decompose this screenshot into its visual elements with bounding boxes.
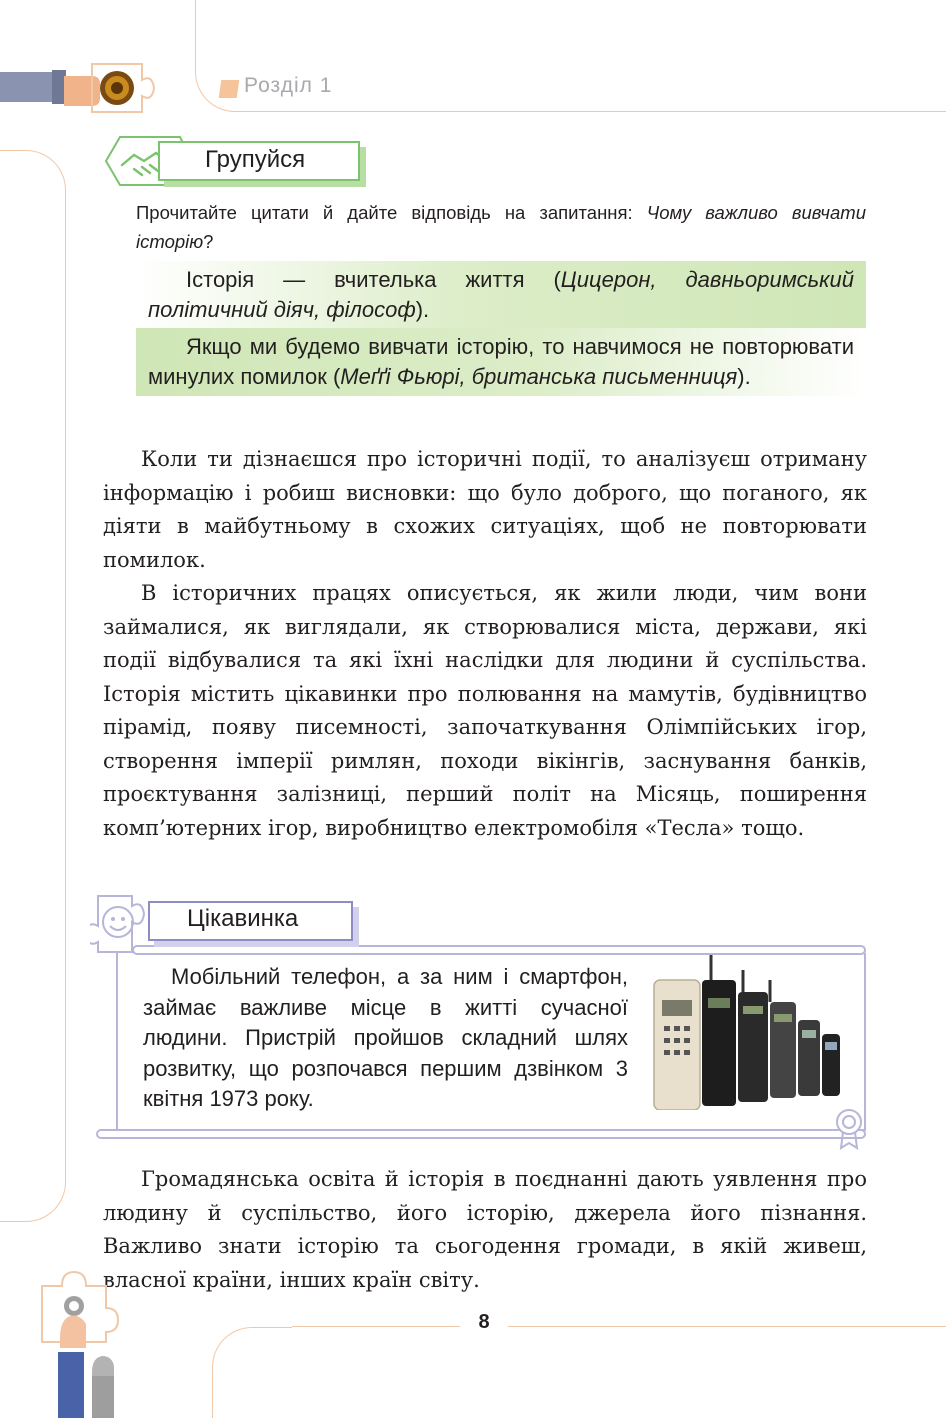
quote-cicero (136, 261, 866, 329)
frame-bottom-line (212, 1327, 292, 1418)
intro-question: Чому важливо вивчати історію (136, 202, 866, 252)
quote2-end: ). (737, 364, 751, 389)
section-marker-icon (219, 80, 240, 98)
hands-puzzle-icon (36, 1268, 136, 1418)
fact-text-content: Мобільний телефон, а за ним і смартфон, займає важливе місце в житті сучасної людини. Пристрій пройшов складний шлях розвитку, що розпочався першим дзвінком 3 квітня 1973 року. (143, 964, 628, 1111)
group-intro (136, 198, 866, 256)
body-paragraph-3-text: Громадянська освіта й історія в поєднанні дають уявлення про людину й суспільство, його історію, джерела його пізнання. Важливо знати історію та сьогодення громади, в якій живеш, власної країни, інших країн світу. (103, 1167, 867, 1292)
quote2-text: Якщо ми будемо вивчати історію, то навчимося не повторювати минулих помилок ( (148, 334, 854, 389)
smiley-icon (90, 892, 154, 956)
group-section-title: Групуйся (205, 146, 306, 173)
body-paragraph-1 (103, 443, 867, 577)
footer-line-right (508, 1326, 946, 1327)
footer-line-left (292, 1326, 460, 1327)
quote1-end: ). (415, 297, 430, 322)
hand-puzzle-icon (0, 58, 160, 120)
body-paragraph-1-text: Коли ти дізнаєшся про історичні події, то аналізуєш отриману інформацію і робиш висновки: що було доброго, що поганого, як діяти в майбутньому в схожих ситуаціях, щоб не повторювати помилок. (103, 447, 867, 572)
quote-fury (136, 328, 866, 396)
quote2-author: Меґґі Фьюрі, британська письменниця (340, 364, 738, 389)
intro-end: ? (203, 231, 214, 252)
quote1-author: Цицерон, давньоримський політичний діяч, філософ (148, 267, 854, 322)
body-paragraph-2 (103, 577, 867, 845)
section-label: Розділ 1 (244, 74, 333, 97)
fact-scroll-bottom (96, 1129, 866, 1139)
body-paragraph-2-text: В історичних працях описується, як жили люди, чим вони займалися, як виглядали, як створювалися міста, держави, які події відбувалися та які їхні наслідки для людини й суспільства. Історія містить цікавинки про полювання на мамутів, будівництво пірамід, появу писемності, започаткування Олімпійських ігор, створення імперії римлян, походи вікінгів, заснування банків, проєктування залізниці, перший політ на Місяць, поширення комп’ютерних ігор, виробництво електромобіля «Тесла» тощо. (103, 581, 867, 840)
award-badge-icon (832, 1108, 866, 1150)
quote1-text: Історія — вчителька життя ( (186, 267, 561, 292)
page-number: 8 (478, 1311, 490, 1333)
fact-title: Цікавинка (187, 905, 299, 932)
body-paragraph-3 (103, 1163, 867, 1297)
mobile-phones-image (652, 950, 848, 1110)
frame-left-line (0, 150, 66, 1222)
fact-text (143, 962, 628, 1115)
intro-text: Прочитайте цитати й дайте відповідь на запитання: (136, 202, 647, 223)
